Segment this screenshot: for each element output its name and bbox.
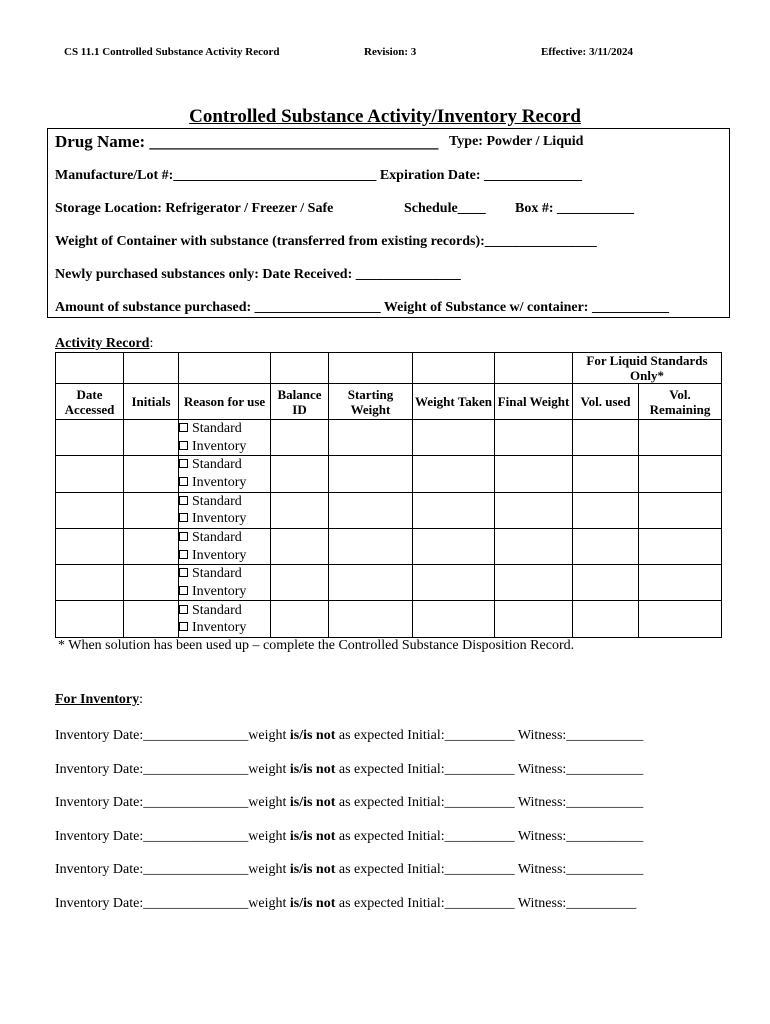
- table-cell[interactable]: [573, 565, 639, 601]
- table-cell[interactable]: [329, 565, 413, 601]
- reason-option[interactable]: [179, 583, 270, 601]
- reason-option-label: Standard: [192, 602, 242, 618]
- table-cell[interactable]: [56, 528, 124, 564]
- page-title: Controlled Substance Activity/Inventory Record: [189, 106, 581, 127]
- checkbox-icon[interactable]: [179, 496, 188, 505]
- witness-field[interactable]: Witness:__________: [517, 896, 637, 911]
- table-cell[interactable]: [271, 528, 329, 564]
- reason-option[interactable]: [179, 602, 270, 620]
- table-cell[interactable]: [271, 565, 329, 601]
- checkbox-icon[interactable]: [179, 622, 188, 631]
- activity-table: [55, 352, 722, 638]
- table-row: [56, 528, 722, 564]
- is-is-not-text: is/is not: [289, 896, 336, 911]
- is-is-not-text: is/is not: [289, 862, 336, 877]
- table-cell[interactable]: [124, 456, 179, 492]
- reason-option-label: Standard: [192, 566, 242, 582]
- checkbox-icon[interactable]: [179, 441, 188, 450]
- date-received-field[interactable]: Newly purchased substances only: Date Received: _______________: [55, 267, 461, 282]
- disposition-note: * When solution has been used up – complete the Controlled Substance Disposition Record.: [58, 638, 575, 653]
- table-cell[interactable]: [271, 420, 329, 456]
- is-is-not-text: is/is not: [289, 728, 336, 743]
- table-cell[interactable]: [56, 420, 124, 456]
- column-header-final-weight: Final Weight: [495, 384, 573, 420]
- table-cell[interactable]: [495, 565, 573, 601]
- table-row: [56, 492, 722, 528]
- inventory-row[interactable]: [55, 896, 636, 912]
- reason-option[interactable]: [179, 510, 270, 528]
- table-row: [56, 601, 722, 637]
- drug-info-box: [47, 128, 730, 318]
- table-cell[interactable]: [573, 528, 639, 564]
- table-cell[interactable]: [329, 492, 413, 528]
- checkbox-icon[interactable]: [179, 459, 188, 468]
- weight-text: weight: [248, 862, 290, 877]
- table-cell[interactable]: [329, 528, 413, 564]
- column-header-weight-taken: Weight Taken: [413, 384, 495, 420]
- initial-field[interactable]: as expected Initial:__________: [335, 896, 515, 911]
- table-cell[interactable]: [639, 528, 722, 564]
- inventory-date-field[interactable]: Inventory Date:_______________: [55, 795, 249, 810]
- inventory-date-field[interactable]: Inventory Date:_______________: [55, 829, 249, 844]
- container-weight-field[interactable]: Weight of Container with substance (transferred from existing records):________________: [55, 234, 597, 249]
- table-cell[interactable]: [271, 492, 329, 528]
- table-cell[interactable]: [639, 492, 722, 528]
- table-cell[interactable]: [56, 601, 124, 637]
- inventory-row[interactable]: [55, 795, 643, 811]
- table-cell[interactable]: [639, 601, 722, 637]
- reason-option[interactable]: [179, 529, 270, 547]
- is-is-not-text: is/is not: [289, 762, 336, 777]
- column-header-vol-used: Vol. used: [573, 384, 639, 420]
- reason-option-label: Standard: [192, 493, 242, 509]
- reason-option[interactable]: [179, 547, 270, 565]
- table-cell[interactable]: [124, 565, 179, 601]
- table-cell[interactable]: [124, 528, 179, 564]
- reason-option[interactable]: [179, 474, 270, 492]
- table-cell[interactable]: [495, 601, 573, 637]
- reason-option-label: Standard: [192, 421, 242, 437]
- table-cell[interactable]: [413, 456, 495, 492]
- table-cell[interactable]: [639, 420, 722, 456]
- checkbox-icon[interactable]: [179, 423, 188, 432]
- liquid-standards-header: For Liquid Standards Only*: [573, 353, 722, 384]
- inventory-date-field[interactable]: Inventory Date:_______________: [55, 862, 249, 877]
- is-is-not-text: is/is not: [289, 829, 336, 844]
- box-number-field[interactable]: Box #: ___________: [515, 201, 634, 216]
- activity-record-label: Activity Record:: [55, 336, 154, 351]
- inventory-row[interactable]: [55, 728, 643, 744]
- reason-cell[interactable]: [179, 565, 271, 601]
- reason-option[interactable]: [179, 456, 270, 474]
- table-cell[interactable]: [413, 492, 495, 528]
- column-header-initials: Initials: [124, 384, 179, 420]
- inventory-date-field[interactable]: Inventory Date:_______________: [55, 762, 249, 777]
- column-header-date-accessed: Date Accessed: [56, 384, 124, 420]
- inventory-row[interactable]: [55, 762, 643, 778]
- reason-option-label: Inventory: [192, 474, 247, 490]
- reason-cell[interactable]: [179, 456, 271, 492]
- reason-option-label: Inventory: [192, 547, 247, 563]
- reason-option[interactable]: [179, 493, 270, 511]
- initial-field[interactable]: as expected Initial:__________: [335, 795, 515, 810]
- manufacture-lot-field[interactable]: Manufacture/Lot #:_____________________________ Expiration Date: ______________: [55, 168, 583, 183]
- reason-option-label: Standard: [192, 530, 242, 546]
- reason-option[interactable]: [179, 438, 270, 456]
- inventory-section-label: For Inventory:: [55, 692, 144, 707]
- reason-option[interactable]: [179, 565, 270, 583]
- weight-text: weight: [248, 762, 290, 777]
- inventory-row[interactable]: [55, 829, 643, 845]
- weight-text: weight: [248, 795, 290, 810]
- checkbox-icon[interactable]: [179, 586, 188, 595]
- inventory-row[interactable]: [55, 862, 643, 878]
- column-header-balance-id: Balance ID: [271, 384, 329, 420]
- reason-cell[interactable]: [179, 601, 271, 637]
- witness-field[interactable]: Witness:___________: [517, 862, 644, 877]
- checkbox-icon[interactable]: [179, 513, 188, 522]
- schedule-field[interactable]: Schedule____: [404, 201, 486, 216]
- initial-field[interactable]: as expected Initial:__________: [335, 762, 515, 777]
- table-cell[interactable]: [124, 492, 179, 528]
- column-header-vol-remaining: Vol. Remaining: [639, 384, 722, 420]
- reason-option[interactable]: [179, 619, 270, 637]
- reason-option[interactable]: [179, 420, 270, 438]
- inventory-date-field[interactable]: Inventory Date:_______________: [55, 896, 249, 911]
- table-row: [56, 456, 722, 492]
- checkbox-icon[interactable]: [179, 532, 188, 541]
- weight-text: weight: [248, 829, 290, 844]
- table-cell[interactable]: [639, 456, 722, 492]
- table-cell[interactable]: [573, 492, 639, 528]
- witness-field[interactable]: Witness:___________: [517, 762, 644, 777]
- weight-text: weight: [248, 728, 290, 743]
- reason-cell[interactable]: [179, 420, 271, 456]
- reason-option-label: Inventory: [192, 511, 247, 527]
- checkbox-icon[interactable]: [179, 605, 188, 614]
- document-id: CS 11.1 Controlled Substance Activity Record: [64, 46, 280, 58]
- reason-cell[interactable]: [179, 492, 271, 528]
- table-cell[interactable]: [495, 528, 573, 564]
- initial-field[interactable]: as expected Initial:__________: [335, 862, 515, 877]
- table-cell[interactable]: [639, 565, 722, 601]
- effective-date: Effective: 3/11/2024: [541, 46, 633, 58]
- witness-field[interactable]: Witness:___________: [517, 829, 644, 844]
- table-cell[interactable]: [573, 456, 639, 492]
- table-cell[interactable]: [329, 420, 413, 456]
- table-cell[interactable]: [495, 492, 573, 528]
- checkbox-icon[interactable]: [179, 477, 188, 486]
- table-cell[interactable]: [329, 601, 413, 637]
- initial-field[interactable]: as expected Initial:__________: [335, 728, 515, 743]
- revision-label: Revision: 3: [364, 46, 417, 58]
- checkbox-icon[interactable]: [179, 550, 188, 559]
- witness-field[interactable]: Witness:___________: [517, 795, 644, 810]
- table-cell[interactable]: [56, 565, 124, 601]
- table-row: [56, 565, 722, 601]
- reason-option-label: Inventory: [192, 620, 247, 636]
- checkbox-icon[interactable]: [179, 568, 188, 577]
- drug-name-field[interactable]: Drug Name: __________________________________: [55, 132, 439, 151]
- table-row: [56, 420, 722, 456]
- table-cell[interactable]: [329, 456, 413, 492]
- reason-option-label: Standard: [192, 457, 242, 473]
- table-cell[interactable]: [271, 601, 329, 637]
- column-header-starting-weight: Starting Weight: [329, 384, 413, 420]
- type-field[interactable]: Type: Powder / Liquid: [449, 134, 584, 149]
- table-cell[interactable]: [495, 456, 573, 492]
- table-cell[interactable]: [413, 420, 495, 456]
- table-cell[interactable]: [413, 565, 495, 601]
- amount-purchased-field[interactable]: Amount of substance purchased: __________________ Weight of Substance w/ container: ___________: [55, 300, 669, 315]
- reason-option-label: Inventory: [192, 583, 247, 599]
- table-cell[interactable]: [413, 601, 495, 637]
- reason-option-label: Inventory: [192, 438, 247, 454]
- inventory-date-field[interactable]: Inventory Date:_______________: [55, 728, 249, 743]
- table-cell[interactable]: [56, 456, 124, 492]
- table-cell[interactable]: [124, 420, 179, 456]
- reason-cell[interactable]: [179, 528, 271, 564]
- weight-text: weight: [248, 896, 290, 911]
- table-cell[interactable]: [495, 420, 573, 456]
- table-cell[interactable]: [413, 528, 495, 564]
- table-cell[interactable]: [56, 492, 124, 528]
- table-cell[interactable]: [573, 601, 639, 637]
- column-header-reason: Reason for use: [179, 384, 271, 420]
- is-is-not-text: is/is not: [289, 795, 336, 810]
- initial-field[interactable]: as expected Initial:__________: [335, 829, 515, 844]
- table-cell[interactable]: [271, 456, 329, 492]
- table-cell[interactable]: [124, 601, 179, 637]
- witness-field[interactable]: Witness:___________: [517, 728, 644, 743]
- storage-location-field[interactable]: Storage Location: Refrigerator / Freezer / Safe: [55, 201, 334, 216]
- table-cell[interactable]: [573, 420, 639, 456]
